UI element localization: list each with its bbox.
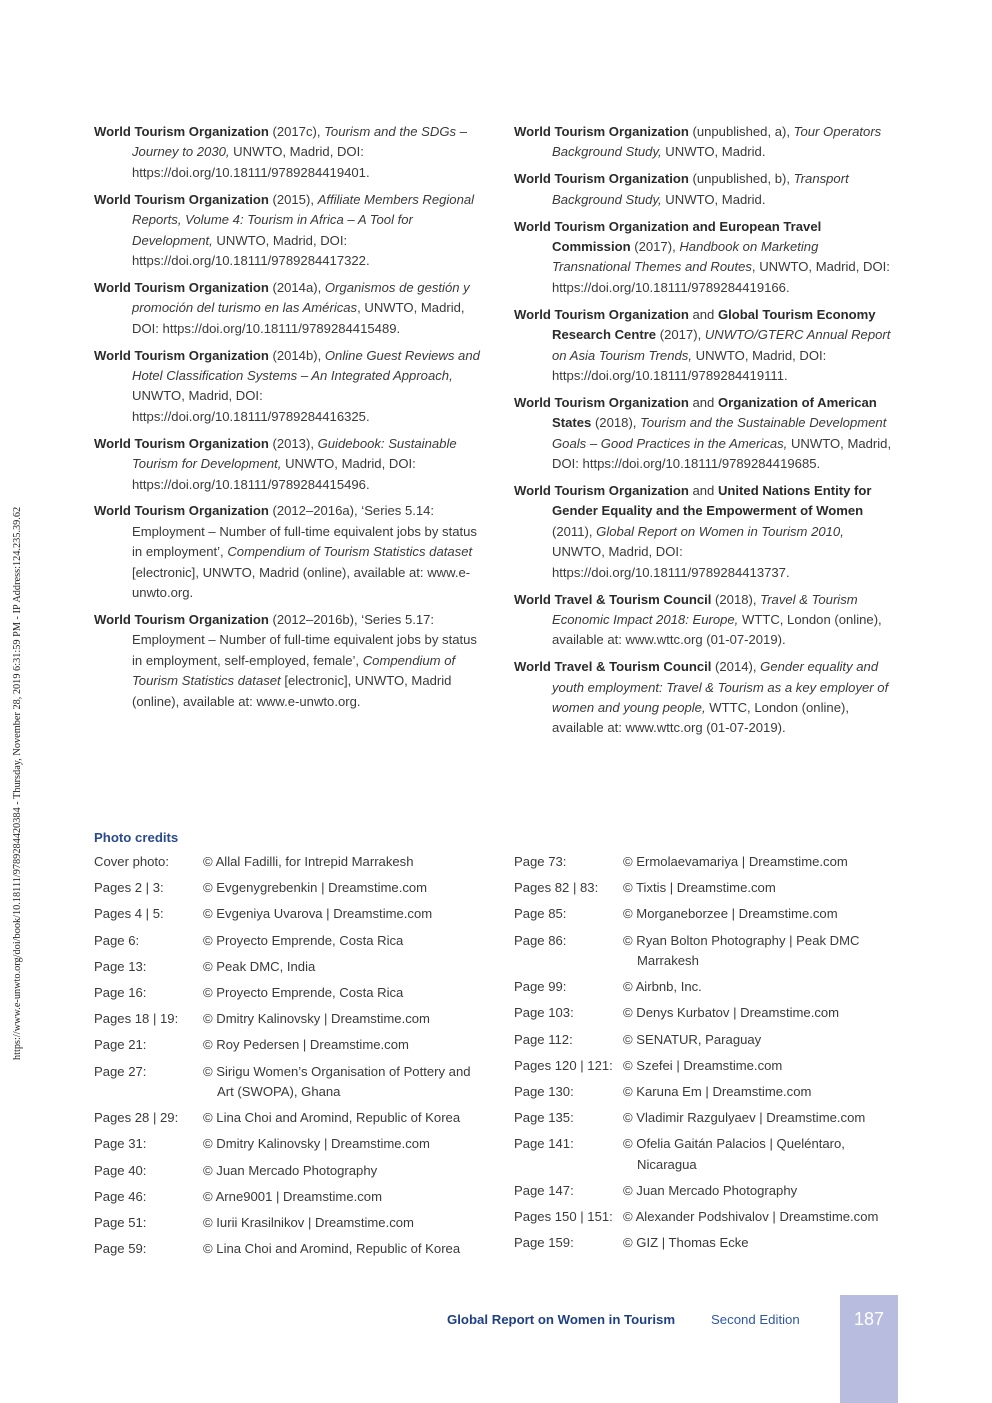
photo-credit-source: © Ofelia Gaitán Palacios | Queléntaro, Nicaragua [623,1136,845,1172]
photo-credit-source: © Sirigu Women’s Organisation of Pottery and Art (SWOPA), Ghana [203,1063,471,1100]
photo-credit-row [514,1207,904,1227]
photo-credit-row [94,1062,484,1103]
reference-year: (2017c), [268,124,325,139]
photo-credit-row [514,852,904,872]
reference-entry [94,190,480,272]
photo-credit-row [94,931,484,951]
photo-credit-page: Page 85: [514,906,567,922]
reference-author: World Tourism Organization and European Travel Commission [514,218,822,255]
photo-credits-left-column [94,852,484,1265]
photo-credit-source: © Vladimir Razgulyaev | Dreamstime.com [623,1110,866,1126]
footer-edition: Second Edition [711,1312,800,1327]
photo-credit-page: Page 130: [514,1084,574,1100]
reference-entry [94,346,480,428]
photo-credit-row [94,1161,484,1181]
photo-credit-page: Page 27: [94,1063,147,1079]
photo-credit-source: © Peak DMC, India [203,958,316,974]
reference-year: (2018), [591,415,641,431]
photo-credit-page: Page 40: [94,1162,147,1178]
reference-year: (2017), [630,239,680,255]
reference-entry [514,305,900,387]
references-left-column [94,122,480,718]
reference-details: UNWTO, Madrid, DOI: https://doi.org/10.18111/9789284413737. [552,544,790,580]
reference-entry [94,610,480,712]
reference-title: Transport Background Study, [552,171,849,207]
photo-credit-page: Pages 120 | 121: [514,1057,613,1073]
reference-year: (2015), [268,191,318,207]
photo-credit-source: © Dmitry Kalinovsky | Dreamstime.com [203,1011,430,1027]
download-watermark: https://www.e-unwto.org/doi/book/10.18111/9789284420384 - Thursday, November 28, 2019 6:31:59 PM - IP Address:124.235.39.62 [12,506,23,1060]
reference-details: UNWTO, Madrid, DOI: https://doi.org/10.18111/9789284419401. [132,144,370,180]
reference-entry [514,217,900,299]
reference-author-conjunction: and [688,394,718,410]
photo-credit-row [514,1030,904,1050]
reference-author: World Tourism Organization [94,347,269,363]
photo-credit-page: Page 59: [94,1241,147,1257]
photo-credit-page: Page 112: [514,1031,573,1047]
photo-credit-source: © Dmitry Kalinovsky | Dreamstime.com [203,1136,430,1152]
reference-author: World Tourism Organization [94,611,269,627]
photo-credit-source: © Denys Kurbatov | Dreamstime.com [623,1005,840,1021]
photo-credit-source: © Juan Mercado Photography [623,1183,798,1199]
reference-year: (2017), [656,327,705,343]
photo-credit-source: © Iurii Krasilnikov | Dreamstime.com [203,1215,414,1231]
reference-title: Compendium of Tourism Statistics dataset [227,544,473,560]
photo-credit-row [514,977,904,997]
reference-author: World Tourism Organization [514,171,689,187]
reference-coauthor: Global Tourism Economy Research Centre [552,306,876,343]
photo-credit-source: © Evgenygrebenkin | Dreamstime.com [203,880,428,896]
photo-credit-row [94,1187,484,1207]
reference-details: WTTC, London (online), available at: www.wttc.org (01-07-2019). [552,611,882,648]
photo-credit-row [94,1213,484,1233]
photo-credit-source: © Juan Mercado Photography [203,1162,378,1178]
reference-entry [514,590,900,651]
reference-details: UNWTO, Madrid, DOI: https://doi.org/10.18111/9789284417322. [132,232,370,268]
photo-credit-page: Page 31: [94,1136,147,1152]
photo-credit-page: Page 86: [514,932,567,948]
photo-credit-row [94,852,484,872]
photo-credit-row [94,1134,484,1154]
photo-credit-page: Page 16: [94,985,147,1001]
photo-credit-page: Page 147: [514,1183,574,1199]
reference-year: (2014a), [268,279,325,295]
reference-title: Tourism and the SDGs – Journey to 2030, [132,124,468,160]
photo-credit-page: Page 141: [514,1136,574,1152]
photo-credit-row [94,1108,484,1128]
photo-credit-row [94,904,484,924]
photo-credit-page: Page 73: [514,854,567,869]
photo-credit-source: © SENATUR, Paraguay [623,1031,762,1047]
reference-coauthor: Organization of American States [552,394,877,431]
reference-title: Tourism and the Sustainable Development Goals – Good Practices in the Americas, [552,415,887,451]
photo-credit-source: © Proyecto Emprende, Costa Rica [203,985,404,1001]
photo-credit-page: Cover photo: [94,854,169,869]
reference-entry [94,434,480,495]
photo-credit-page: Pages 18 | 19: [94,1011,179,1027]
photo-credit-row [514,1003,904,1023]
reference-entry [94,278,480,339]
page-number: 187 [853,1309,885,1329]
photo-credit-source: © Proyecto Emprende, Costa Rica [203,932,404,948]
reference-details: UNWTO, Madrid, DOI: https://doi.org/10.18111/9789284415496. [132,456,416,492]
photo-credit-page: Page 103: [514,1005,574,1021]
photo-credit-row [94,1035,484,1055]
photo-credit-row [94,1009,484,1029]
reference-title: Affiliate Members Regional Reports, Volume 4: Tourism in Africa – A Tool for Development, [132,191,475,248]
reference-coauthor: United Nations Entity for Gender Equality and the Empowerment of Women [552,483,872,519]
photo-credit-row [514,931,904,972]
reference-entry [94,501,480,603]
reference-details: , UNWTO, Madrid, DOI: https://doi.org/10.18111/9789284419166. [552,259,890,295]
reference-year: (2014b), [268,347,325,363]
reference-author: World Tourism Organization [94,503,269,519]
photo-credit-source: © Lina Choi and Aromind, Republic of Korea [203,1241,461,1257]
photo-credit-row [514,1134,904,1175]
photo-credit-source: © Allal Fadilli, for Intrepid Marrakesh [203,854,414,869]
reference-details: UNWTO, Madrid, DOI: https://doi.org/10.18111/9789284416325. [132,388,370,424]
reference-author: World Tourism Organization [514,306,689,322]
reference-details: UNWTO, Madrid. [661,191,766,207]
reference-entry [514,393,900,475]
photo-credit-row [514,1181,904,1201]
reference-title: Handbook on Marketing Transnational Themes and Routes [552,239,819,275]
photo-credit-source: © Lina Choi and Aromind, Republic of Korea [203,1110,461,1126]
reference-entry [514,481,900,583]
reference-author-conjunction: and [688,483,718,498]
reference-year: (2018), [711,591,761,607]
reference-year: (2012–2016a), ‘Series 5.14: Employment – Number of full-time equivalent jobs by status in employment’, [132,503,477,560]
reference-author: World Tourism Organization [94,435,269,451]
reference-author: World Tourism Organization [514,483,689,498]
reference-year: (2011), [552,523,597,539]
photo-credit-row [94,983,484,1003]
reference-entry [514,122,900,163]
reference-title: Online Guest Reviews and Hotel Classification Systems – An Integrated Approach, [132,347,480,383]
reference-details: UNWTO, Madrid. [661,144,766,160]
photo-credit-source: © Ryan Bolton Photography | Peak DMC Marrakesh [623,932,860,969]
reference-title: Organismos de gestión y promoción del turismo en las Américas [132,279,470,316]
reference-title: Tour Operators Background Study, [552,124,882,160]
photo-credit-page: Page 13: [94,958,147,974]
reference-details: UNWTO, Madrid, DOI: https://doi.org/10.18111/9789284419685. [552,435,892,472]
photo-credit-row [94,878,484,898]
photo-credit-row [514,1082,904,1102]
photo-credit-row [514,1108,904,1128]
photo-credits-right-column [514,852,904,1260]
reference-title: Global Report on Women in Tourism 2010, [596,523,844,539]
reference-author: World Tourism Organization [94,191,269,207]
photo-credit-source: © GIZ | Thomas Ecke [623,1235,749,1251]
reference-author-conjunction: and [688,306,718,322]
reference-year: (2012–2016b), ‘Series 5.17: Employment – Number of full-time equivalent jobs by status in employment, self-employed, female’, [132,611,477,668]
photo-credit-row [94,957,484,977]
reference-author: World Tourism Organization [94,124,269,139]
photo-credit-source: © Airbnb, Inc. [623,979,702,995]
reference-details: [electronic], UNWTO, Madrid (online), available at: www.e-unwto.org. [132,673,452,709]
reference-year: (2014), [711,659,761,675]
photo-credit-page: Page 159: [514,1235,574,1251]
reference-year: (2013), [268,435,318,451]
reference-details: , UNWTO, Madrid, DOI: https://doi.org/10.18111/9789284415489. [132,300,465,336]
photo-credit-page: Page 21: [94,1037,147,1053]
photo-credit-source: © Alexander Podshivalov | Dreamstime.com [623,1209,879,1225]
photo-credit-page: Pages 2 | 3: [94,880,164,896]
photo-credit-source: © Karuna Em | Dreamstime.com [623,1084,812,1100]
photo-credit-row [94,1239,484,1259]
reference-author: World Tourism Organization [514,394,689,410]
photo-credit-page: Page 51: [94,1215,147,1231]
photo-credit-page: Pages 82 | 83: [514,880,599,896]
photo-credit-source: © Ermolaevamariya | Dreamstime.com [623,854,848,869]
reference-title: Gender equality and youth employment: Travel & Tourism as a key employer of women and young people, [552,659,889,716]
reference-entry [514,657,900,739]
photo-credit-row [514,878,904,898]
photo-credit-source: © Szefei | Dreamstime.com [623,1057,783,1073]
reference-year: (unpublished, a), [688,124,794,139]
page-number-tab [840,1295,898,1403]
reference-author: World Travel & Tourism Council [514,591,712,607]
references-right-column [514,122,900,745]
photo-credit-source: © Arne9001 | Dreamstime.com [203,1188,382,1204]
photo-credit-source: © Roy Pedersen | Dreamstime.com [203,1037,409,1053]
photo-credit-source: © Morganeborzee | Dreamstime.com [623,906,838,922]
photo-credit-page: Pages 4 | 5: [94,906,164,922]
reference-title: Guidebook: Sustainable Tourism for Development, [132,435,457,472]
reference-details: [electronic], UNWTO, Madrid (online), available at: www.e-unwto.org. [132,564,471,601]
photo-credit-page: Page 46: [94,1188,147,1204]
photo-credit-source: © Tixtis | Dreamstime.com [623,880,776,896]
reference-year: (unpublished, b), [688,171,794,187]
photo-credit-page: Pages 28 | 29: [94,1110,179,1126]
footer-report-title: Global Report on Women in Tourism [447,1312,676,1327]
photo-credits-title: Photo credits [94,830,179,845]
reference-title: UNWTO/GTERC Annual Report on Asia Tourism Trends, [552,327,891,363]
reference-author: World Travel & Tourism Council [514,659,712,675]
reference-entry [94,122,480,183]
photo-credit-row [514,1056,904,1076]
photo-credit-source: © Evgeniya Uvarova | Dreamstime.com [203,906,433,922]
reference-title: Compendium of Tourism Statistics dataset [132,652,456,689]
reference-title: Travel & Tourism Economic Impact 2018: Europe, [552,591,858,627]
photo-credit-page: Page 6: [94,932,140,948]
reference-author: World Tourism Organization [94,279,269,295]
photo-credit-row [514,1233,904,1253]
photo-credit-page: Page 99: [514,979,567,995]
reference-details: UNWTO, Madrid, DOI: https://doi.org/10.18111/9789284419111. [552,347,827,383]
reference-details: WTTC, London (online), available at: www.wttc.org (01-07-2019). [552,700,849,736]
photo-credit-page: Pages 150 | 151: [514,1209,613,1225]
photo-credit-row [514,904,904,924]
reference-author: World Tourism Organization [514,124,689,139]
photo-credit-page: Page 135: [514,1110,574,1126]
reference-entry [514,169,900,210]
